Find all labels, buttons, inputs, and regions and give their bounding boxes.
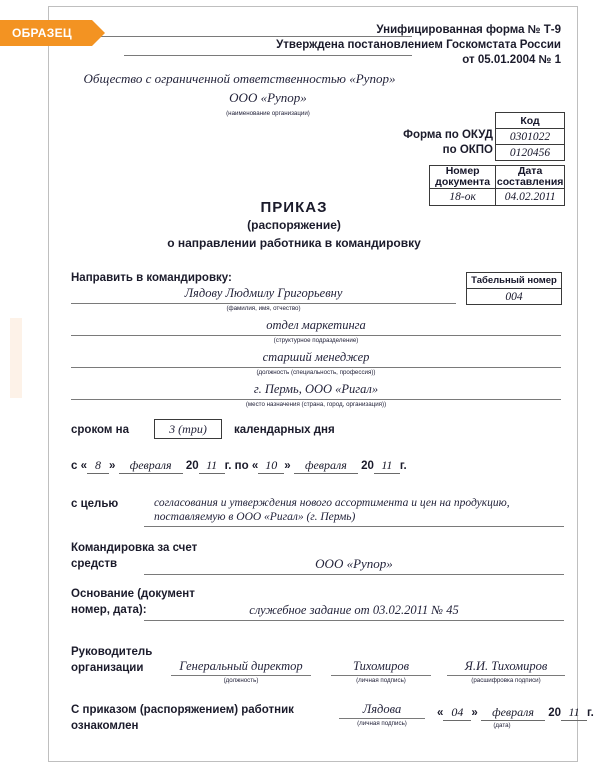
acknowledgement-year-suffix: г. <box>587 707 594 719</box>
code-table <box>495 112 565 161</box>
page-title: ПРИКАЗ <box>260 199 328 216</box>
period-row <box>71 458 407 474</box>
personnel-number-table <box>466 272 562 305</box>
acknowledgement-year-prefix: 20 <box>548 707 562 719</box>
acknowledgement-signature-caption: (личная подпись) <box>357 720 407 727</box>
period-year-suffix-1: г. <box>224 460 232 472</box>
head-position-caption: (должность) <box>223 677 259 684</box>
okpo-label: по ОКПО <box>442 144 493 156</box>
table-row <box>467 273 562 289</box>
destination-caption: (место назначения (страна, город, организация)) <box>245 401 387 408</box>
acknowledgement-quote-open: « <box>437 707 444 719</box>
period-quote-close-1: » <box>109 460 116 472</box>
position-value: старший менеджер <box>262 350 370 364</box>
duration-days-box: 3 (три) <box>154 419 222 439</box>
employee-name-value: Лядову Людмилу Григорьевну <box>184 286 343 300</box>
department-value: отдел маркетинга <box>266 318 366 332</box>
duration-suffix: календарных дня <box>234 424 335 436</box>
purpose-label: с целью <box>71 498 119 510</box>
acknowledgement-quote-close: » <box>471 707 478 719</box>
document-number-date-table <box>429 165 565 206</box>
organization-short-name-rule <box>124 55 412 56</box>
head-signature-caption: (личная подпись) <box>356 677 406 684</box>
period-quote-close-2: » <box>284 460 291 472</box>
basis-value: служебное задание от 03.02.2011 № 45 <box>249 603 459 617</box>
acknowledgement-date-row <box>437 705 594 721</box>
period-year-prefix-2: 20 <box>361 460 374 472</box>
organization-full-name-rule <box>67 36 412 37</box>
table-row <box>430 189 565 206</box>
period-from-month: февраля <box>119 458 183 474</box>
acknowledgement-label-line-2: ознакомлен <box>71 720 139 732</box>
position-caption: (должность (специальность, профессия)) <box>256 369 376 376</box>
employee-name-caption: (фамилия, имя, отчество) <box>226 305 301 312</box>
form-header-line-2: Утверждена постановлением Госкомстата России <box>276 39 561 51</box>
document-number-header-l1: Номер <box>445 165 480 177</box>
acknowledgement-signature-rule <box>339 718 425 719</box>
acknowledgement-year: 11 <box>561 705 587 721</box>
document-date-value: 04.02.2011 <box>496 189 565 206</box>
period-to-year: 11 <box>374 458 400 474</box>
destination-value: г. Пермь, ООО «Ригал» <box>253 382 379 396</box>
period-year-suffix-2: г. <box>399 460 407 472</box>
head-name-caption: (расшифровка подписи) <box>471 677 541 684</box>
table-row <box>430 166 565 189</box>
table-row <box>496 129 565 145</box>
code-table-header-row <box>496 113 565 129</box>
basis-label-line-1: Основание (документ <box>71 588 195 600</box>
page-subtitle: (распоряжение) <box>247 218 341 232</box>
head-label-line-1: Руководитель <box>71 646 153 658</box>
basis-rule <box>144 620 564 621</box>
table-row <box>496 145 565 161</box>
sample-ribbon-label: ОБРАЗЕЦ <box>12 26 72 40</box>
funding-label-line-1: Командировка за счет <box>71 542 198 554</box>
organization-caption: (наименование организации) <box>226 110 310 117</box>
period-to-prefix: по <box>234 460 249 472</box>
purpose-rule <box>144 526 564 527</box>
document-number-header <box>430 166 496 189</box>
purpose-value-line-1: согласования и утверждения нового ассортимента и цен на продукцию, <box>154 497 510 509</box>
department-rule <box>71 335 561 336</box>
destination-rule <box>71 399 561 400</box>
position-rule <box>71 367 561 368</box>
organization-short-name: ООО «Рупор» <box>229 90 307 105</box>
funding-label-line-2: средств <box>71 558 118 570</box>
document-number-header-l2: документа <box>435 176 491 188</box>
acknowledgement-date-caption: (дата) <box>493 722 511 729</box>
basis-label-line-2: номер, дата): <box>71 604 147 616</box>
period-to-month: февраля <box>294 458 358 474</box>
document-date-header <box>496 166 565 189</box>
head-name-value: Я.И. Тихомиров <box>464 659 548 673</box>
form-header <box>276 23 561 68</box>
period-from-year: 11 <box>199 458 225 474</box>
period-to-day: 10 <box>258 458 284 474</box>
page-description: о направлении работника в командировку <box>167 236 421 250</box>
document-number-value: 18-ок <box>430 189 496 206</box>
okud-label: Форма по ОКУД <box>403 129 493 141</box>
personnel-number-value: 004 <box>467 289 562 305</box>
sample-ribbon-arrow-icon <box>92 20 105 46</box>
head-position-value: Генеральный директор <box>179 659 303 673</box>
head-signature-rule <box>331 675 431 676</box>
period-quote-open-2: « <box>251 460 259 472</box>
document-date-header-l2: составления <box>496 176 564 188</box>
funding-rule <box>144 574 564 575</box>
form-header-line-1: Унифицированная форма № Т-9 <box>376 24 561 36</box>
period-from-prefix: с <box>71 460 78 472</box>
acknowledgement-day: 04 <box>443 705 471 721</box>
document-content <box>49 7 594 761</box>
period-quote-open-1: « <box>80 460 88 472</box>
employee-name-rule <box>71 303 456 304</box>
table-row <box>467 289 562 305</box>
head-label-line-2: организации <box>71 662 144 674</box>
head-name-rule <box>447 675 565 676</box>
head-position-rule <box>171 675 311 676</box>
okud-value: 0301022 <box>496 129 565 145</box>
funding-value: ООО «Рупор» <box>315 556 393 571</box>
organization-full-name: Общество с ограниченной ответственностью «Рупор» <box>83 71 396 86</box>
personnel-number-header: Табельный номер <box>467 273 562 289</box>
code-table-header-cell: Код <box>496 113 565 129</box>
acknowledgement-label-line-1: С приказом (распоряжением) работник <box>71 704 294 716</box>
acknowledgement-signature-value: Лядова <box>362 702 402 716</box>
duration-label: сроком на <box>71 424 129 436</box>
sample-ribbon <box>0 20 92 46</box>
period-year-prefix-1: 20 <box>185 460 199 472</box>
okpo-value: 0120456 <box>496 145 565 161</box>
purpose-value-line-2: поставляемую в ООО «Ригал» (г. Пермь) <box>154 511 356 523</box>
assign-label: Направить в командировку: <box>71 272 232 284</box>
form-header-line-3: от 05.01.2004 № 1 <box>462 54 561 66</box>
department-caption: (структурное подразделение) <box>273 337 359 344</box>
left-accent-strip <box>10 318 22 398</box>
period-from-day: 8 <box>87 458 109 474</box>
acknowledgement-month: февраля <box>481 705 545 721</box>
document-date-header-l1: Дата <box>517 165 543 177</box>
head-signature-value: Тихомиров <box>352 659 410 673</box>
